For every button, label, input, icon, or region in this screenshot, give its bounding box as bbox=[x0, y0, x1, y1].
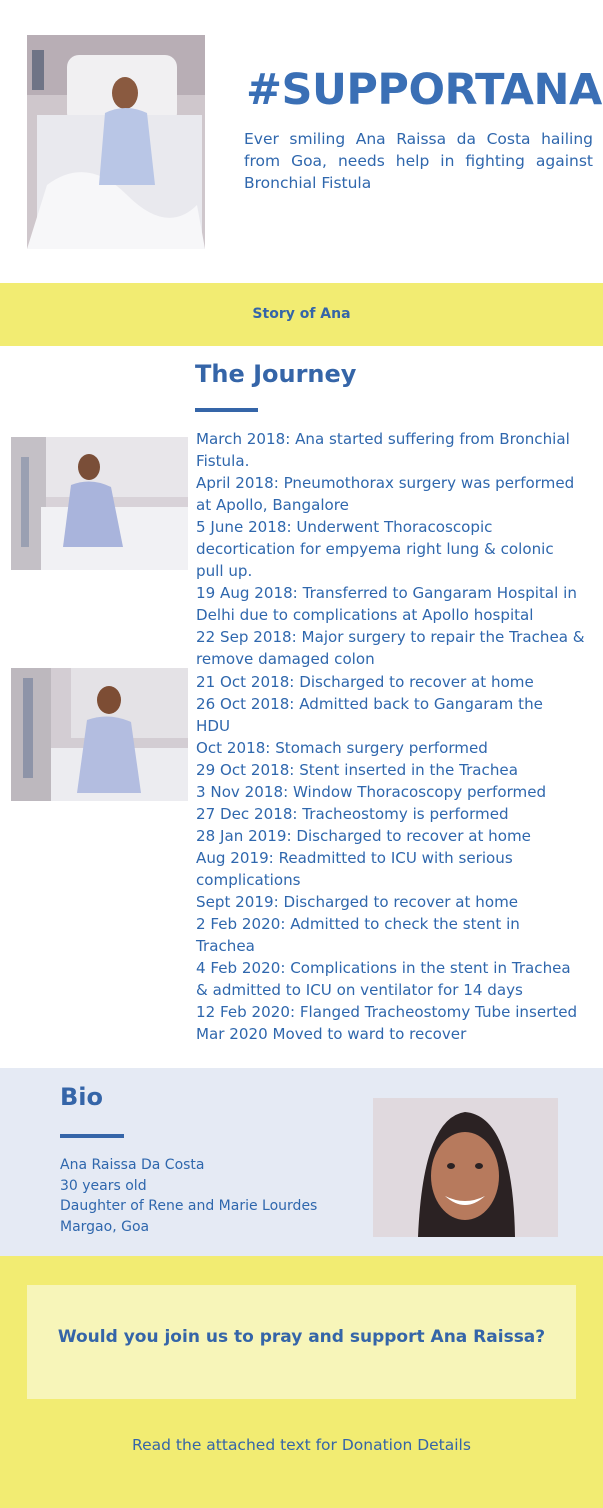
timeline-line: remove damaged colon bbox=[196, 650, 375, 669]
timeline-line: 3 Nov 2018: Window Thoracoscopy performed bbox=[196, 782, 547, 801]
hero-photo bbox=[27, 35, 205, 249]
journey-photo-2 bbox=[11, 668, 188, 801]
timeline-line: 28 Jan 2019: Discharged to recover at home bbox=[196, 826, 531, 845]
timeline-line: complications bbox=[196, 870, 301, 889]
bio-name: Ana Raissa Da Costa bbox=[60, 1157, 205, 1173]
timeline-line: 19 Aug 2018: Transferred to Gangaram Hospital in bbox=[196, 584, 577, 603]
timeline-line: Trachea bbox=[196, 937, 255, 956]
timeline-line: 5 June 2018: Underwent Thoracoscopic bbox=[196, 518, 493, 537]
timeline-line: 4 Feb 2020: Complications in the stent in Trachea bbox=[196, 959, 571, 978]
timeline-line: Fistula. bbox=[196, 452, 250, 471]
timeline-line: Oct 2018: Stomach surgery performed bbox=[196, 738, 488, 757]
story-band bbox=[0, 283, 603, 346]
bio-parents: Daughter of Rene and Marie Lourdes bbox=[60, 1198, 318, 1214]
timeline-line: HDU bbox=[196, 716, 231, 735]
timeline-line: 27 Dec 2018: Tracheostomy is performed bbox=[196, 804, 509, 823]
bio-heading: Bio bbox=[60, 1083, 104, 1111]
timeline-line: 21 Oct 2018: Discharged to recover at home bbox=[196, 672, 534, 691]
timeline-line: pull up. bbox=[196, 562, 253, 581]
timeline-line: 26 Oct 2018: Admitted back to Gangaram the bbox=[196, 694, 543, 713]
cta-text: Would you join us to pray and support Ana Raissa? bbox=[57, 1327, 546, 1347]
bio-divider bbox=[60, 1134, 124, 1138]
bio-portrait bbox=[373, 1098, 558, 1237]
timeline-line: Mar 2020 Moved to ward to recover bbox=[196, 1025, 467, 1044]
timeline-line: Aug 2019: Readmitted to ICU with serious bbox=[196, 848, 513, 867]
page-subtitle: Ever smiling Ana Raissa da Costa hailing from Goa, needs help in fighting against Bronchial Fistula bbox=[244, 130, 593, 192]
timeline-line: 29 Oct 2018: Stent inserted in the Trachea bbox=[196, 760, 518, 779]
journey-divider bbox=[195, 408, 258, 412]
journey-timeline bbox=[196, 428, 588, 1045]
timeline-line: March 2018: Ana started suffering from Bronchial bbox=[196, 430, 570, 448]
bio-age: 30 years old bbox=[60, 1177, 147, 1194]
journey-heading: The Journey bbox=[195, 360, 357, 388]
page-title: #SUPPORTANA bbox=[246, 65, 602, 115]
bio-location: Margao, Goa bbox=[60, 1218, 150, 1235]
journey-photo-1 bbox=[11, 437, 188, 570]
timeline-line: 2 Feb 2020: Admitted to check the stent in bbox=[196, 915, 520, 934]
donation-note: Read the attached text for Donation Details bbox=[132, 1436, 471, 1454]
timeline-line: April 2018: Pneumothorax surgery was performed bbox=[196, 474, 575, 493]
timeline-line: Sept 2019: Discharged to recover at home bbox=[196, 892, 519, 911]
timeline-line: & admitted to ICU on ventilator for 14 days bbox=[196, 981, 523, 1000]
cta-box bbox=[27, 1285, 576, 1399]
story-label: Story of Ana bbox=[252, 306, 351, 322]
timeline-line: at Apollo, Bangalore bbox=[196, 496, 349, 515]
timeline-line: 12 Feb 2020: Flanged Tracheostomy Tube inserted bbox=[196, 1003, 578, 1022]
timeline-line: Delhi due to complications at Apollo hospital bbox=[196, 606, 534, 625]
timeline-line: 22 Sep 2018: Major surgery to repair the Trachea & bbox=[196, 628, 585, 647]
bio-details bbox=[60, 1155, 317, 1237]
timeline-line: decortication for empyema right lung & colonic bbox=[196, 540, 554, 559]
